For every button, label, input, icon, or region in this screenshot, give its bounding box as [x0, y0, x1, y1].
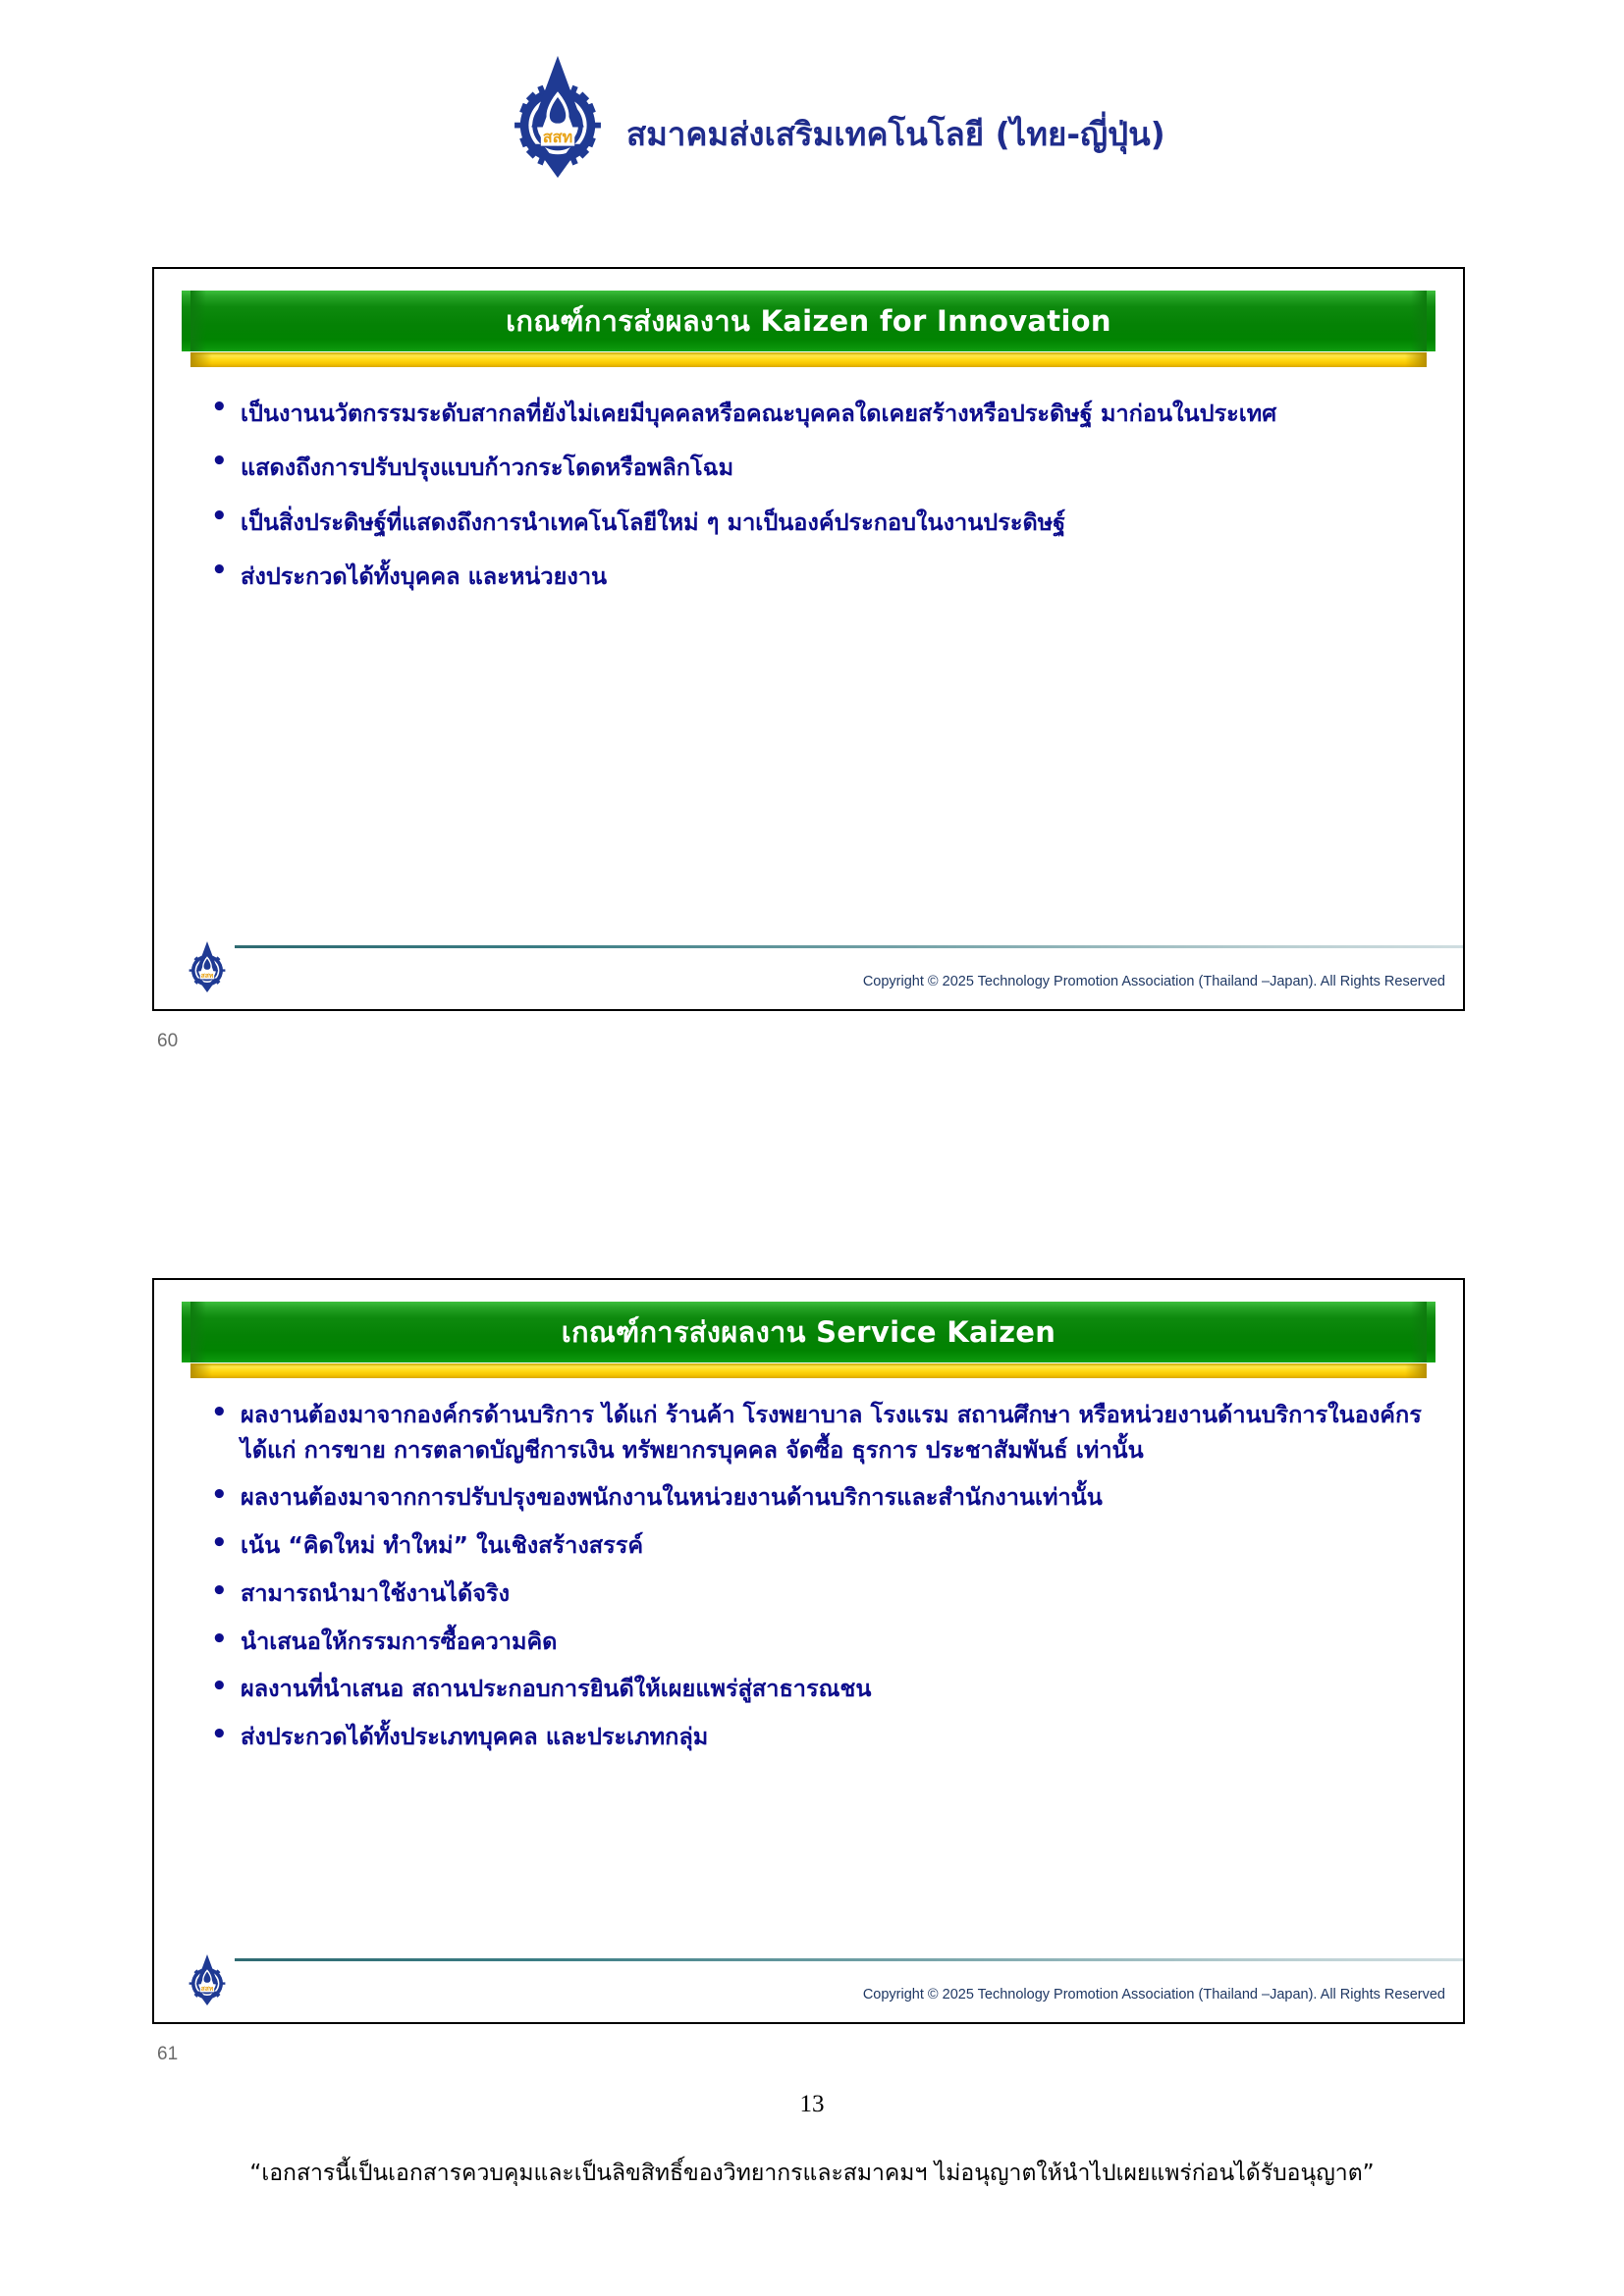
bullet-text: เน้น “คิดใหม่ ทำใหม่” ในเชิงสร้างสรรค์: [241, 1531, 644, 1560]
bullet-dot-icon: •: [211, 1528, 228, 1559]
slide-title-gold-bar: [190, 352, 1427, 367]
list-item: [211, 1625, 1424, 1660]
bullet-text: สามารถนำมาใช้งานได้จริง: [241, 1578, 511, 1607]
slide-frame-1: [152, 267, 1465, 1011]
svg-text:สสท: สสท: [200, 971, 214, 980]
bullet-text: ผลงานที่นำเสนอ สถานประกอบการยินดีให้เผยแพร่สู่สาธารณชน: [241, 1675, 872, 1703]
footer-divider: [235, 945, 1463, 948]
bullet-text: เป็นงานนวัตกรรมระดับสากลที่ยังไม่เคยมีบุคคลหรือคณะบุคคลใดเคยสร้างหรือประดิษฐ์ มาก่อนในประเทศ: [241, 400, 1277, 427]
bullet-dot-icon: •: [211, 1480, 228, 1511]
list-item: [211, 1528, 1424, 1564]
svg-text:สสท: สสท: [200, 1984, 214, 1993]
bullet-text: เป็นสิ่งประดิษฐ์ที่แสดงถึงการนำเทคโนโลยีใหม่ ๆ มาเป็นองค์ประกอบในงานประดิษฐ์: [241, 507, 1066, 536]
slide-footer: [154, 1922, 1463, 2012]
tpa-emblem-icon: [188, 1951, 227, 2008]
slide-title-gold-bar: [190, 1363, 1427, 1378]
bullet-dot-icon: •: [211, 1720, 228, 1750]
svg-text:สสท: สสท: [542, 127, 573, 146]
list-item: [211, 502, 1418, 544]
bullet-dot-icon: •: [211, 1398, 228, 1427]
slide-title-green-bar: [182, 1302, 1435, 1362]
bullet-dot-icon: •: [211, 393, 228, 422]
bullet-dot-icon: •: [211, 447, 228, 477]
footer-divider: [235, 1958, 1463, 1961]
bullet-text: นำเสนอให้กรรมการซื้อความคิด: [241, 1627, 558, 1655]
slide-title-text: เกณฑ์การส่งผลงาน Service Kaizen: [561, 1314, 1056, 1349]
tpa-emblem-icon: [511, 54, 605, 180]
list-item: [211, 1576, 1424, 1612]
bullet-dot-icon: •: [211, 1624, 228, 1654]
bullet-text: ส่งประกวดได้ทั้งบุคคล และหน่วยงาน: [241, 562, 608, 591]
bullet-dot-icon: •: [211, 1672, 228, 1702]
page-header: [0, 0, 1624, 187]
slide-title-text: เกณฑ์การส่งผลงาน Kaizen for Innovation: [506, 303, 1111, 338]
slide-footer: [154, 909, 1463, 999]
slide-title-green-bar: [182, 291, 1435, 351]
bullet-text: ผลงานต้องมาจากการปรับปรุงของพนักงานในหน่วยงานด้านบริการและสำนักงานเท่านั้น: [241, 1483, 1103, 1512]
bullet-dot-icon: •: [211, 501, 228, 531]
list-item: [211, 447, 1418, 489]
tpa-emblem-icon: [188, 938, 227, 995]
list-item: [211, 1672, 1424, 1707]
slide-number-label: 61: [157, 2044, 179, 2064]
association-name: สมาคมส่งเสริมเทคโนโลยี (ไทย-ญี่ปุ่น): [626, 114, 1165, 153]
slide-frame-2: [152, 1278, 1465, 2024]
bullet-dot-icon: •: [211, 556, 228, 586]
list-item: [211, 1480, 1424, 1516]
copyright-text: Copyright © 2025 Technology Promotion Association (Thailand –Japan). All Rights Reserved: [862, 974, 1445, 989]
copyright-text: Copyright © 2025 Technology Promotion Association (Thailand –Japan). All Rights Reserved: [862, 1987, 1445, 2002]
slide-title-banner: [182, 291, 1435, 367]
list-item: [211, 393, 1418, 435]
bullet-text: ผลงานต้องมาจากองค์กรด้านบริการ ได้แก่ ร้านค้า โรงพยาบาล โรงแรม สถานศึกษา หรือหน่วยงานด้านบริการในองค์กร ได้แก่ การขาย การตลาดบัญชีการเงิน ทรัพยากรบุคคล จัดซื้อ ธุรการ ประชาสัมพันธ์ เท่านั้น: [241, 1401, 1422, 1464]
bullet-dot-icon: •: [211, 1575, 228, 1606]
list-item: [211, 1398, 1424, 1468]
bullet-list: [154, 1398, 1463, 1755]
list-item: [211, 556, 1418, 598]
list-item: [211, 1720, 1424, 1755]
bullet-list: [154, 393, 1463, 599]
page-disclaimer: “เอกสารนี้เป็นเอกสารควบคุมและเป็นลิขสิทธิ์ของวิทยากรและสมาคมฯ ไม่อนุญาตให้นำไปเผยแพร่ก่อนได้รับอนุญาต”: [249, 2161, 1375, 2186]
bullet-text: แสดงถึงการปรับปรุงแบบก้าวกระโดดหรือพลิกโฉม: [241, 454, 734, 482]
slide-number-label: 60: [157, 1031, 179, 1051]
bullet-text: ส่งประกวดได้ทั้งประเภทบุคคล และประเภทกลุ่ม: [241, 1723, 709, 1751]
slide-title-banner: [182, 1302, 1435, 1378]
page-number: 13: [799, 2091, 825, 2117]
